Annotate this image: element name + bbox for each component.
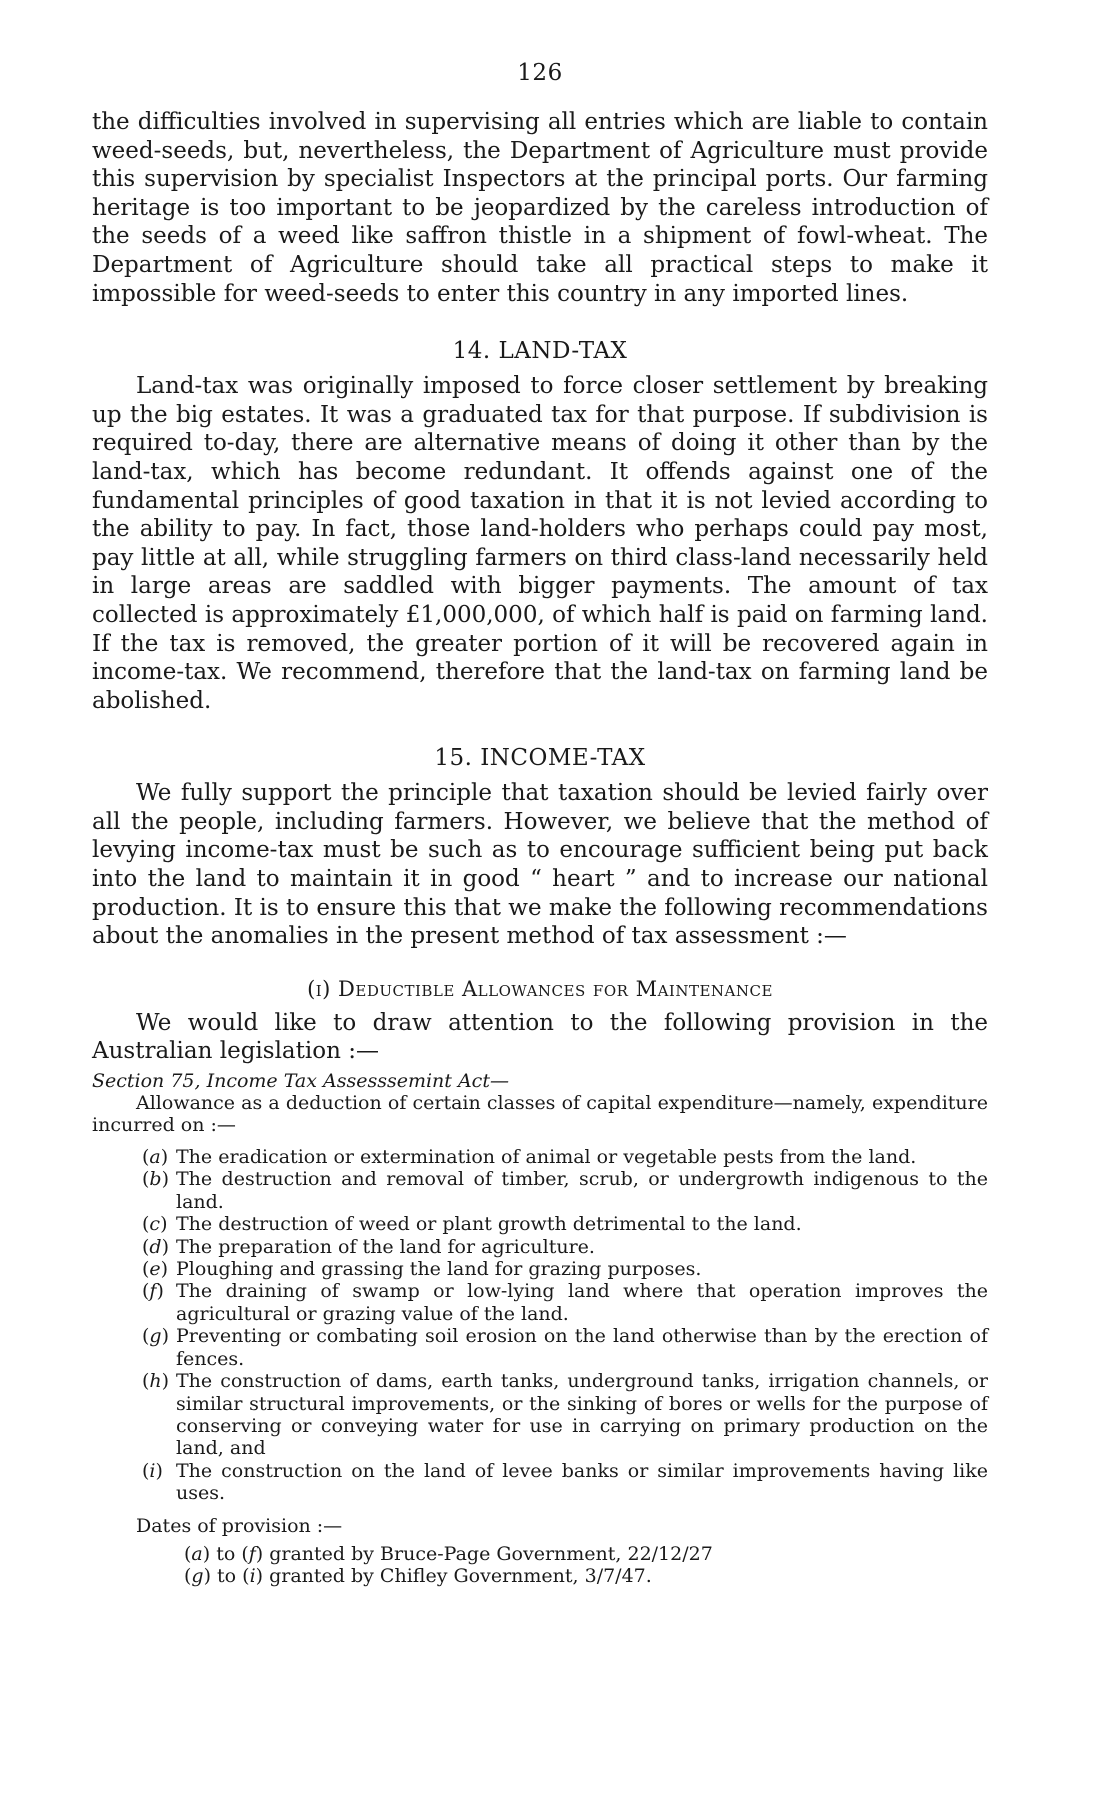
deductible-allowances-subheading: (i) Deductible Allowances for Maintenance bbox=[307, 976, 773, 1001]
date-from: a bbox=[191, 1542, 203, 1565]
provision-text: Preventing or combating soil erosion on the land otherwise than by the erection of fences. bbox=[176, 1325, 988, 1370]
provision-letter: d bbox=[149, 1235, 162, 1258]
provision-item: (d) The preparation of the land for agriculture. bbox=[142, 1235, 595, 1258]
document-page bbox=[92, 60, 988, 1587]
provision-letter: a bbox=[149, 1146, 161, 1169]
provision-text: The destruction of weed or plant growth detrimental to the land. bbox=[176, 1213, 802, 1236]
provision-letter: c bbox=[149, 1213, 161, 1236]
section-14-paragraph: Land-tax was originally imposed to force closer settlement by breaking up the big estates. It was a graduated tax for that purpose. If subdivision is required to-day, there are alternative means of doing it other than by the land-tax, which has become redundant. It offends against one of the fundamental principles of good taxation in that it is not levied according to the ability to pay. In fact, those land-holders who perhaps could pay most, pay little at all, while struggling farmers on third class-land necessarily held in large areas are saddled with bigger payments. The amount of tax collected is approximately £1,000,000, of which half is paid on farming land. If the tax is removed, the greater portion of it will be recovered again in income-tax. We recommend, therefore that the land-tax on farming land be abolished. bbox=[92, 373, 988, 714]
provision-item: (a) The eradication or extermination of animal or vegetable pests from the land. bbox=[142, 1146, 917, 1169]
provision-letter: f bbox=[149, 1280, 157, 1303]
provision-text: The construction of dams, earth tanks, underground tanks, irrigation channels, or similar structural improvements, or the sinking of bores or wells for the purpose of conserving or conveying water for use in carrying on primary production on the land, and bbox=[176, 1370, 988, 1460]
provision-text: Ploughing and grassing the land for grazing purposes. bbox=[176, 1258, 702, 1281]
provisions-list bbox=[92, 1146, 988, 1505]
page-number: 126 bbox=[517, 60, 563, 86]
section-14-heading: 14. LAND-TAX bbox=[452, 338, 628, 365]
legislation-paragraph: We would like to draw attention to the following provision in the Australian legislation :— bbox=[92, 1009, 988, 1065]
dates-label: Dates of provision :— bbox=[136, 1514, 343, 1537]
act-title: Section 75, Income Tax Assesssemint Act— bbox=[92, 1070, 509, 1093]
provision-text: The preparation of the land for agriculture. bbox=[176, 1235, 595, 1258]
provision-letter: g bbox=[149, 1325, 162, 1348]
provision-item: (e) Ploughing and grassing the land for grazing purposes. bbox=[142, 1258, 702, 1281]
date-item: (a) to (f) granted by Bruce-Page Government, 22/12/27 bbox=[184, 1542, 713, 1565]
date-item: (g) to (i) granted by Chifley Government, 3/7/47. bbox=[184, 1564, 652, 1587]
provision-letter: i bbox=[149, 1459, 156, 1482]
provision-text: The construction on the land of levee banks or similar improvements having like uses. bbox=[176, 1459, 988, 1505]
date-to: i bbox=[249, 1564, 256, 1587]
date-to: f bbox=[248, 1542, 256, 1565]
provision-item: (g) Preventing or combating soil erosion on the land otherwise than by the erection of fences. bbox=[142, 1325, 988, 1370]
act-intro: Allowance as a deduction of certain classes of capital expenditure—namely, expenditure incurred on :— bbox=[92, 1092, 988, 1137]
provision-text: The eradication or extermination of animal or vegetable pests from the land. bbox=[176, 1146, 917, 1169]
provision-item: (c) The destruction of weed or plant growth detrimental to the land. bbox=[142, 1213, 802, 1236]
provision-item: (f) The draining of swamp or low-lying land where that operation improves the agricultural or grazing value of the land. bbox=[142, 1280, 988, 1325]
provision-letter: h bbox=[149, 1370, 162, 1393]
provision-text: The destruction and removal of timber, scrub, or undergrowth indigenous to the land. bbox=[176, 1168, 988, 1213]
section-15-paragraph: We fully support the principle that taxation should be levied fairly over all the people, including farmers. However, we believe that the method of levying income-tax must be such as to encourage sufficient being put back into the land to maintain it in good “ heart ” and to increase our national production. It is to ensure this that we make the following recommendations about the anomalies in the present method of tax assessment :— bbox=[92, 780, 988, 950]
provision-letter: b bbox=[149, 1168, 162, 1191]
provision-item: (i) The construction on the land of levee banks or similar improvements having like uses. bbox=[142, 1459, 988, 1505]
date-text: granted by Bruce-Page Government, 22/12/27 bbox=[269, 1542, 713, 1565]
provision-item: (b) The destruction and removal of timber, scrub, or undergrowth indigenous to the land. bbox=[142, 1168, 988, 1213]
dates-list bbox=[92, 1543, 988, 1587]
provision-letter: e bbox=[149, 1258, 161, 1281]
provision-text: The draining of swamp or low-lying land where that operation improves the agricultural or grazing value of the land. bbox=[176, 1280, 988, 1325]
provision-item: (h) The construction of dams, earth tanks, underground tanks, irrigation channels, or similar structural improvements, or the sinking of bores or wells for the purpose of conserving or conveying water for use in carrying on primary production on the land, and bbox=[142, 1370, 988, 1460]
date-text: granted by Chifley Government, 3/7/47. bbox=[269, 1564, 652, 1587]
date-from: g bbox=[191, 1564, 204, 1587]
intro-paragraph: the difficulties involved in supervising all entries which are liable to contain weed-seeds, but, nevertheless, the Department of Agriculture must provide this supervision by specialist Inspectors at the principal ports. Our farming heritage is too important to be jeopardized by the careless introduction of the seeds of a weed like saffron thistle in a shipment of fowl-wheat. The Department of Agriculture should take all practical steps to make it impossible for weed-seeds to enter this country in any imported lines. bbox=[92, 109, 988, 307]
section-15-heading: 15. INCOME-TAX bbox=[434, 745, 646, 772]
